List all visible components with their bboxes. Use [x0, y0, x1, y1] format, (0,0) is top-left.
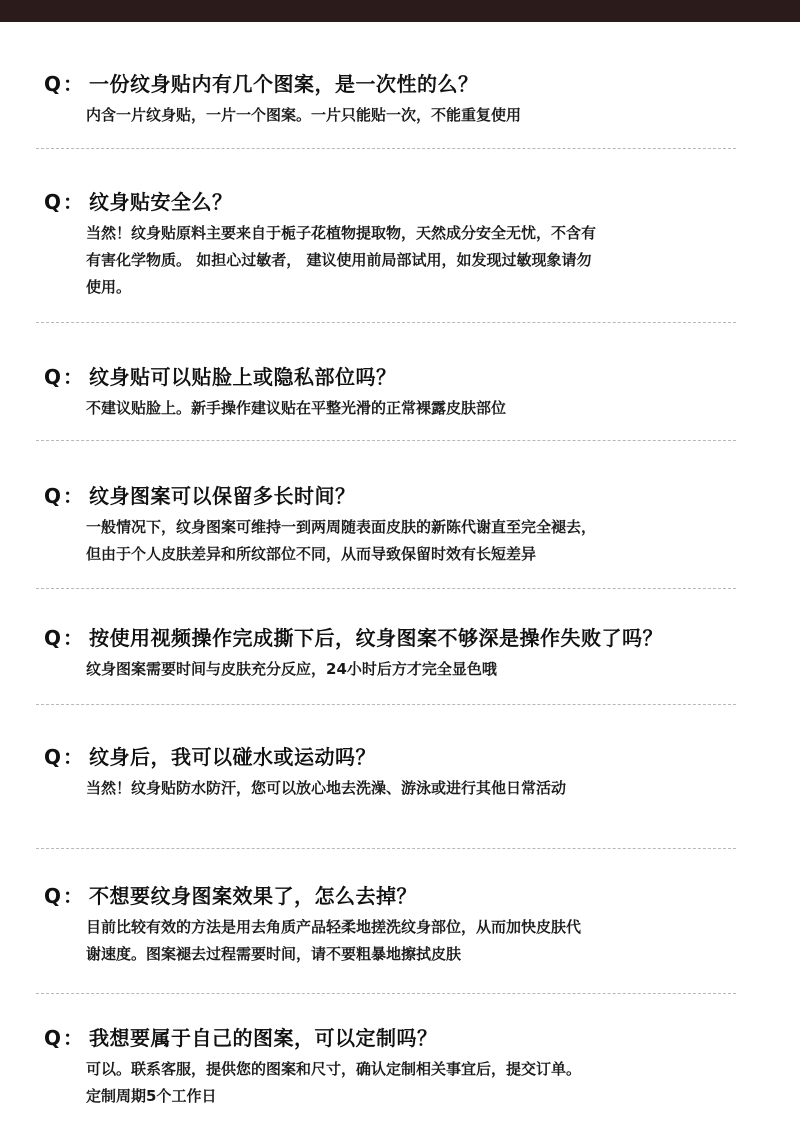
faq-answer [86, 395, 746, 422]
question-mark-label: Q [44, 190, 62, 214]
faq-answer-line: 内含一片纹身贴，一片一个图案。一片只能贴一次，不能重复使用 [86, 106, 522, 124]
faq-question: 纹身图案可以保留多长时间？ [89, 484, 356, 508]
faq-question-row [44, 361, 397, 390]
faq-answer [86, 914, 746, 968]
question-colon: ： [63, 484, 84, 508]
faq-question: 纹身贴可以贴脸上或隐私部位吗？ [89, 365, 397, 389]
faq-answer-line: 当然！纹身贴原料主要来自于栀子花植物提取物，天然成分安全无忧，不含有 [86, 224, 597, 242]
question-colon: ： [63, 626, 84, 650]
faq-question-row [44, 622, 663, 651]
question-colon: ： [63, 884, 84, 908]
faq-question: 我想要属于自己的图案，可以定制吗？ [89, 1026, 438, 1050]
dashed-divider [36, 322, 736, 323]
faq-answer-line: 但由于个人皮肤差异和所纹部位不同，从而导致保留时效有长短差异 [86, 545, 537, 563]
faq-answer [86, 1056, 746, 1110]
question-mark-label: Q [44, 745, 62, 769]
faq-question-row [44, 480, 356, 509]
faq-answer-line: 当然！纹身贴防水防汗，您可以放心地去洗澡、游泳或进行其他日常活动 [86, 779, 567, 797]
faq-answer [86, 102, 746, 129]
faq-question-row [44, 880, 417, 909]
faq-answer [86, 656, 746, 683]
question-colon: ： [63, 72, 84, 96]
question-colon: ： [63, 745, 84, 769]
faq-answer-line: 纹身图案需要时间与皮肤充分反应，24小时后方才完全显色哦 [86, 660, 497, 678]
dashed-divider [36, 704, 736, 705]
faq-question-row [44, 1022, 438, 1051]
question-mark-label: Q [44, 626, 62, 650]
faq-answer [86, 775, 746, 802]
faq-question: 一份纹身贴内有几个图案，是一次性的么？ [89, 72, 479, 96]
faq-question: 按使用视频操作完成撕下后，纹身图案不够深是操作失败了吗？ [89, 626, 664, 650]
faq-answer-line: 定制周期5个工作日 [86, 1087, 217, 1105]
question-mark-label: Q [44, 484, 62, 508]
question-mark-label: Q [44, 72, 62, 96]
question-colon: ： [63, 365, 84, 389]
dashed-divider [36, 440, 736, 441]
faq-answer-line: 目前比较有效的方法是用去角质产品轻柔地搓洗纹身部位，从而加快皮肤代 [86, 918, 582, 936]
faq-question-row [44, 186, 233, 215]
faq-answer-line: 不建议贴脸上。新手操作建议贴在平整光滑的正常裸露皮肤部位 [86, 399, 507, 417]
question-mark-label: Q [44, 365, 62, 389]
faq-answer-line: 使用。 [86, 278, 132, 296]
faq-answer-line: 有害化学物质。 如担心过敏者， 建议使用前局部试用，如发现过敏现象请勿 [86, 251, 592, 269]
question-colon: ： [63, 1026, 84, 1050]
dashed-divider [36, 848, 736, 849]
faq-answer [86, 220, 746, 301]
faq-answer-line: 一般情况下，纹身图案可维持一到两周随表面皮肤的新陈代谢直至完全褪去， [86, 518, 597, 536]
question-mark-label: Q [44, 1026, 62, 1050]
faq-question: 纹身贴安全么？ [89, 190, 233, 214]
dashed-divider [36, 148, 736, 149]
faq-answer-line: 谢速度。图案褪去过程需要时间，请不要粗暴地擦拭皮肤 [86, 945, 462, 963]
dashed-divider [36, 993, 736, 994]
faq-question: 纹身后，我可以碰水或运动吗？ [89, 745, 377, 769]
dashed-divider [36, 588, 736, 589]
faq-answer [86, 514, 746, 568]
question-colon: ： [63, 190, 84, 214]
faq-question-row [44, 741, 376, 770]
question-mark-label: Q [44, 884, 62, 908]
faq-question: 不想要纹身图案效果了，怎么去掉？ [89, 884, 418, 908]
faq-answer-line: 可以。联系客服，提供您的图案和尺寸，确认定制相关事宜后，提交订单。 [86, 1060, 582, 1078]
faq-question-row [44, 68, 479, 97]
top-header-bar [0, 0, 800, 22]
